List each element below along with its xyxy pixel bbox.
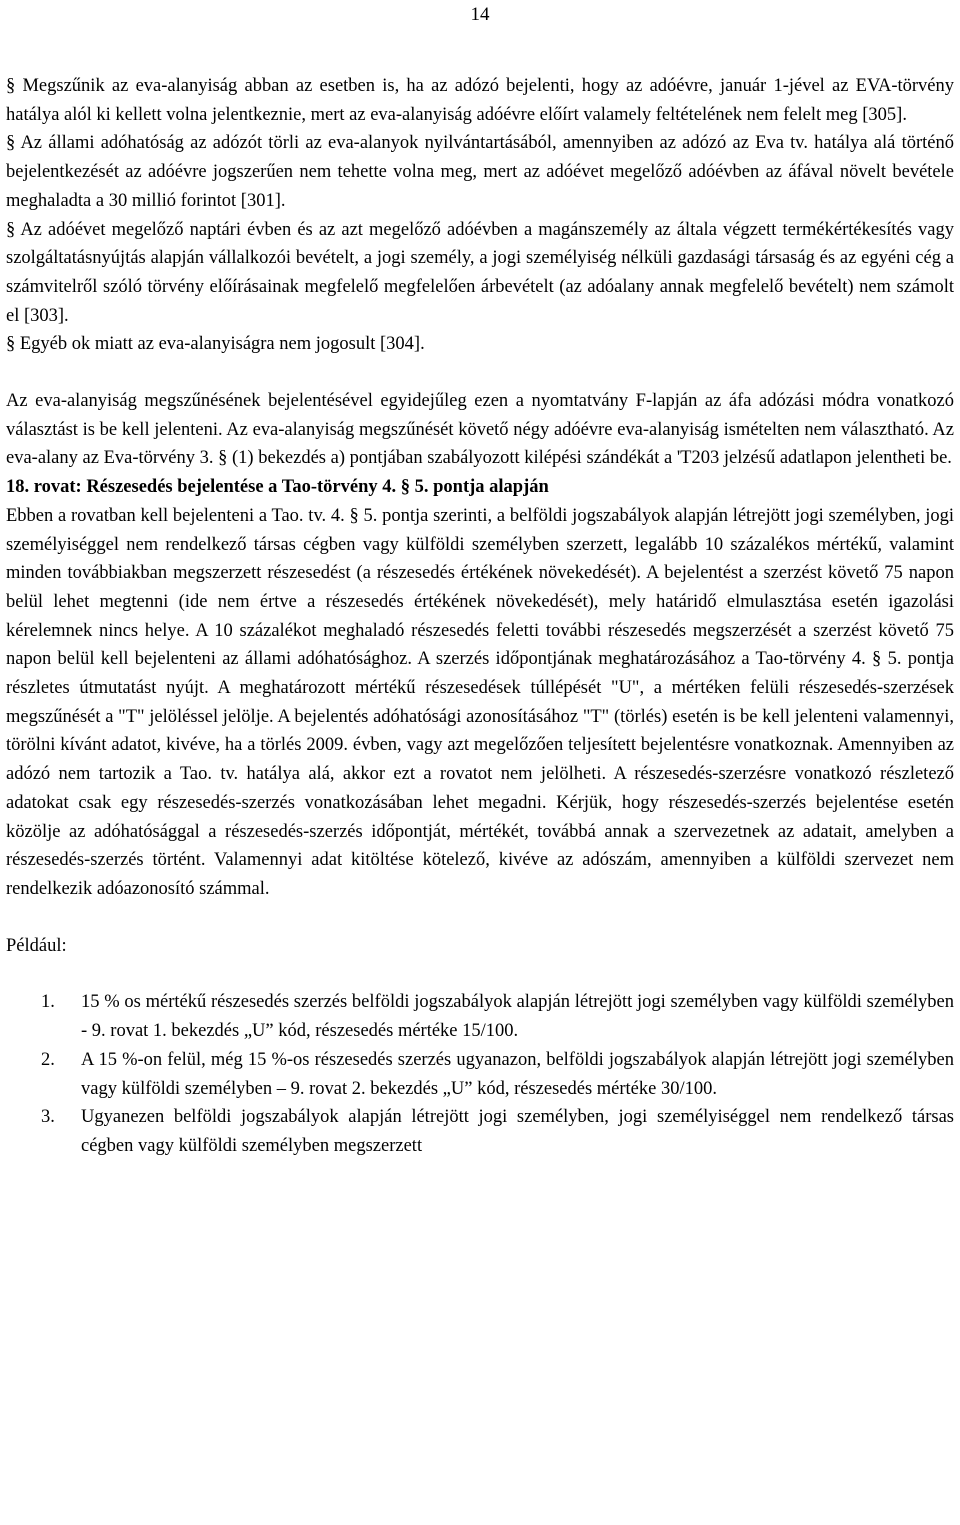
- list-item-text: 15 % os mértékű részesedés szerzés belföldi jogszabályok alapján létrejött jogi személyben vagy külföldi személyben - 9. rovat 1. bekezdés „U” kód, részesedés mértéke 15/100.: [81, 992, 954, 1042]
- spacer: [6, 904, 954, 932]
- list-item-number: 1.: [41, 992, 55, 1013]
- list-item-text: Ugyanezen belföldi jogszabályok alapján létrejött jogi személyben, jogi személyiséggel nem rendelkező társas cégben vagy külföldi személyben megszerzett: [81, 1107, 954, 1156]
- paragraph-participation: Ebben a rovatban kell bejelenteni a Tao. tv. 4. § 5. pontja szerinti, a belföldi jogszabályok alapján létrejött jogi személyben, jogi személyiséggel nem rendelkező társas cégben vagy külföldi személyben szerzett, legalább 10 százalékos mértékű, valamint minden továbbiakban megszerzett részesedést (a részesedés értékének növekedését). A bejelentést a szerzést követő 75 napon belül lehet megtenni (ide nem értve a részesedés értékének növekedését), mely határidő elmulasztása esetén igazolási kérelemnek nincs helye. A 10 százalékot meghaladó részesedés feletti további részesedés megszerzését a szerzést követő 75 napon belül kell bejelenteni az állami adóhatósághoz. A szerzés időpontjának meghatározásához a Tao-törvény 4. § 5. pontja részletes útmutatást nyújt. A meghatározott mértékű részesedések túllépését "U", a mértéken felüli részesedés-szerzések megszűnését a "T" jelöléssel jelölje. A bejelentés adóhatósági azonosításához "T" (törlés) esetén is be kell jelenteni valamennyi, törölni kívánt adatot, kivéve, ha a törlés 2009. évben, vagy azt megelőzően teljesített bejelentésre vonatkoznak. Amennyiben az adózó nem tartozik a Tao. tv. hatálya alá, akkor ezt a rovatot nem jelölheti. A részesedés-szerzésre vonatkozó részletező adatokat csak egy részesedés-szerzés vonatkozásában lehet megadni. Kérjük, hogy részesedés-szerzés bejelentése esetén közölje az adóhatósággal a részesedés-szerzés időpontját, mértékét, továbbá annak a szervezetnek az adatait, amelyben a részesedés-szerzés történt. Valamennyi adat kitöltése kötelező, kivéve az adószám, amennyiben a külföldi szervezet nem rendelkezik adóazonosító számmal.: [6, 505, 954, 899]
- bullet-paragraph-3: § Az adóévet megelőző naptári évben és az azt megelőző adóévben a magánszemély az általa végzett termékértékesítés vagy szolgáltatásnyújtás alapján vállalkozói bevételt, a jogi személy, a jogi személyiség nélküli gazdasági társaság és az egyéni cég a számvitelről szóló törvény előírásainak megfelelő megfelelően árbevételt (az adóalany annak megfelelő bevételt) nem számolt el [303].: [6, 219, 954, 326]
- page-number: 14: [470, 4, 490, 25]
- list-item: [41, 1046, 954, 1103]
- paragraph-eva-termination: Az eva-alanyiság megszűnésének bejelentésével egyidejűleg ezen a nyomtatvány F-lapján az áfa adózási módra vonatkozó választást is be kell jelenteni. Az eva-alanyiság megszűnését követő négy adóévre eva-alanyiság ismételten nem választható. Az eva-alany az Eva-törvény 3. § (1) bekezdés a) pontjában szabályozott kilépési szándékát a 'T203 jelzésű adatlapon jelentheti be.: [6, 391, 954, 469]
- list-item-number: 2.: [41, 1049, 55, 1070]
- examples-label: Például:: [6, 935, 67, 956]
- spacer: [6, 359, 954, 387]
- section-heading: 18. rovat: Részesedés bejelentése a Tao-törvény 4. § 5. pontja alapján: [6, 477, 549, 498]
- list-item: [41, 988, 954, 1045]
- examples-list: [6, 988, 954, 1160]
- list-item-text: A 15 %-on felül, még 15 %-os részesedés szerzés ugyanazon, belföldi jogszabályok alapján létrejött jogi személyben vagy külföldi személyben – 9. rovat 2. bekezdés „U” kód, részesedés mértéke 30/100.: [81, 1049, 954, 1099]
- bullet-paragraph-4: § Egyéb ok miatt az eva-alanyiságra nem jogosult [304].: [6, 334, 425, 355]
- list-item-number: 3.: [41, 1107, 55, 1128]
- bullet-paragraph-1: § Megszűnik az eva-alanyiság abban az esetben is, ha az adózó bejelenti, hogy az adóévre, január 1-jével az EVA-törvény hatálya alól ki kellett volna jelentkeznie, mert az eva-alanyiság adóévre előírt valamely feltételének nem felelt meg [305].: [6, 76, 954, 125]
- document-body: [6, 72, 954, 1161]
- list-item: [41, 1103, 954, 1160]
- spacer: [6, 960, 954, 988]
- bullet-paragraph-2: § Az állami adóhatóság az adózót törli az eva-alanyok nyilvántartásából, amennyiben az adózó az Eva tv. hatálya alá történő bejelentkezését az adóévre jogszerűen nem tehette volna meg, mert az adóévet megelőző adóévben az áfával növelt bevétele meghaladta a 30 millió forintot [301].: [6, 133, 954, 211]
